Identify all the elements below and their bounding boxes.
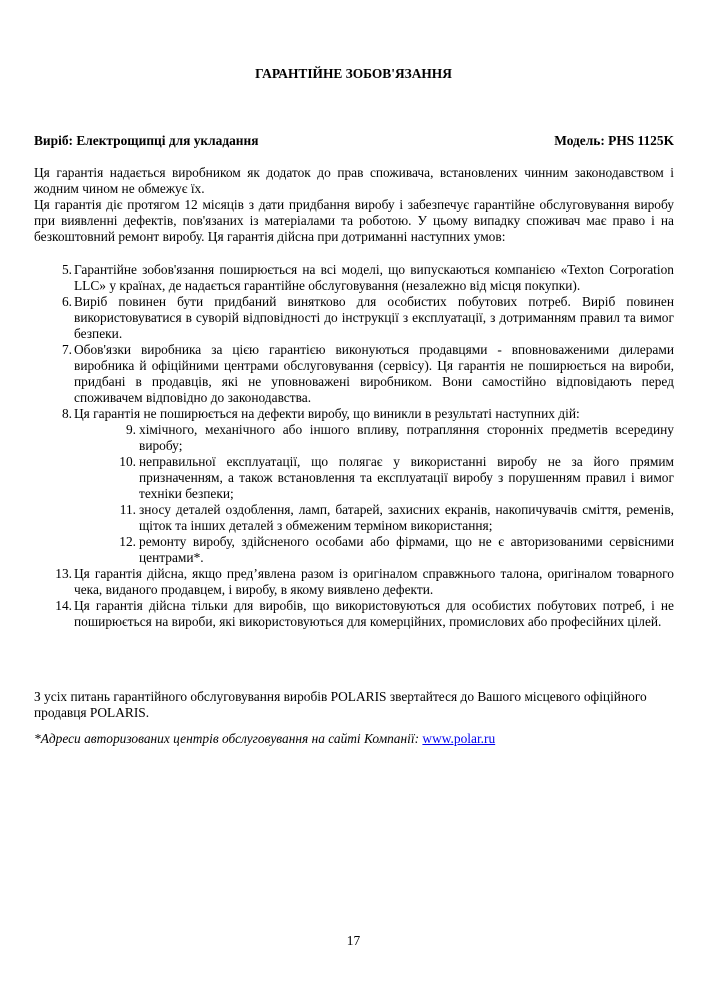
sub-list-item-text: ремонту виробу, здійсненого особами або фірмами, що не є авторизованими сервісними центрами*.: [139, 534, 674, 565]
list-item-number: 7.: [61, 342, 72, 357]
sub-list-item-number: 11.: [119, 502, 136, 517]
list-item-number: 6.: [61, 294, 72, 309]
list-item-text: Ця гарантія дійсна тільки для виробів, що використовуються для особистих побутових потреб, і не поширюється на вироби, які використовуються для комерційних, промислових або професійних цілей.: [74, 598, 674, 629]
sub-list-item: [34, 422, 674, 454]
sub-list-item-number: 12.: [119, 534, 136, 549]
service-note: [34, 731, 674, 747]
product-row: [34, 133, 674, 149]
service-note-text: *Адреси авторизованих центрів обслуговування на сайті Компанії:: [34, 731, 423, 746]
website-link[interactable]: www.polar.ru: [422, 731, 496, 746]
list-item: [34, 406, 674, 422]
list-item: [34, 566, 674, 598]
list-item-text: Обов'язки виробника за цією гарантією виконуються продавцями - вповноваженими дилерами виробника й офіційними центрами обслуговування (сервісу). Ця гарантія не поширюється на вироби, придбані в продавців, які не уповноважені виробником. Вони самостійно відповідають перед споживачем відповідно до законодавства.: [74, 342, 674, 405]
page-title: ГАРАНТІЙНЕ ЗОБОВ'ЯЗАННЯ: [255, 66, 452, 81]
list-item: [34, 294, 674, 342]
list-item-number: 14.: [55, 598, 72, 613]
sub-list-item-number: 9.: [125, 422, 136, 437]
sub-list-item: [34, 534, 674, 566]
product-name: Виріб: Електрощипці для укладання: [34, 133, 259, 148]
list-item-number: 5.: [61, 262, 72, 277]
list-item: [34, 342, 674, 406]
page-number: 17: [346, 933, 361, 948]
intro-section: [34, 165, 674, 245]
list-item: [34, 262, 674, 294]
list-item: [34, 598, 674, 630]
list-item-number: 8.: [61, 406, 72, 421]
sub-list-item-text: неправильної експлуатації, що полягає у використанні виробу не за його прямим призначенням, а також встановлення та експлуатації виробу з порушенням правил і вимог техніки безпеки;: [139, 454, 674, 501]
sub-list-item-number: 10.: [119, 454, 136, 469]
conditions-list: [34, 262, 674, 630]
sub-list-item: [34, 502, 674, 534]
sub-list-item: [34, 454, 674, 502]
product-model: Модель: PHS 1125K: [554, 133, 674, 148]
footer-section: [34, 689, 674, 721]
list-item-text: Ця гарантія не поширюється на дефекти виробу, що виникли в результаті наступних дій:: [74, 406, 580, 421]
sub-list-item-text: хімічного, механічного або іншого впливу, потрапляння сторонніх предметів всередину виробу;: [139, 422, 674, 453]
list-item-number: 13.: [55, 566, 72, 581]
intro-paragraph: Ця гарантія діє протягом 12 місяців з дати придбання виробу і забезпечує гарантійне обслуговування виробу при виявленні дефектів, пов'язаних із матеріалами та роботою. У цьому випадку споживач має право і на безкоштовний ремонт виробу. Ця гарантія дійсна при дотриманні наступних умов:: [34, 197, 674, 244]
intro-paragraph: Ця гарантія надається виробником як додаток до прав споживача, встановлених чинним законодавством і жодним чином не обмежує їх.: [34, 165, 674, 196]
list-item-text: Ця гарантія дійсна, якщо пред’явлена разом із оригіналом справжнього талона, оригіналом товарного чека, виданого продавцем, і виробу, в якому виявлено дефекти.: [74, 566, 674, 597]
list-item-text: Гарантійне зобов'язання поширюється на всі моделі, що випускаються компанією «Texton Corporation LLC» у країнах, де надається гарантійне обслуговування (незалежно від місця покупки).: [74, 262, 674, 293]
sub-list-item-text: зносу деталей оздоблення, ламп, батарей, захисних екранів, накопичувачів сміття, ременів, щіток та інших деталей з обмеженим терміном використання;: [139, 502, 674, 533]
footer-paragraph: З усіх питань гарантійного обслуговування виробів POLARIS звертайтеся до Вашого місцевого офіційного продавця POLARIS.: [34, 689, 647, 720]
list-item-text: Виріб повинен бути придбаний винятково для особистих побутових потреб. Виріб повинен використовуватися в суворій відповідності до інструкції з експлуатації, з дотриманням правил та вимог безпеки.: [74, 294, 674, 341]
